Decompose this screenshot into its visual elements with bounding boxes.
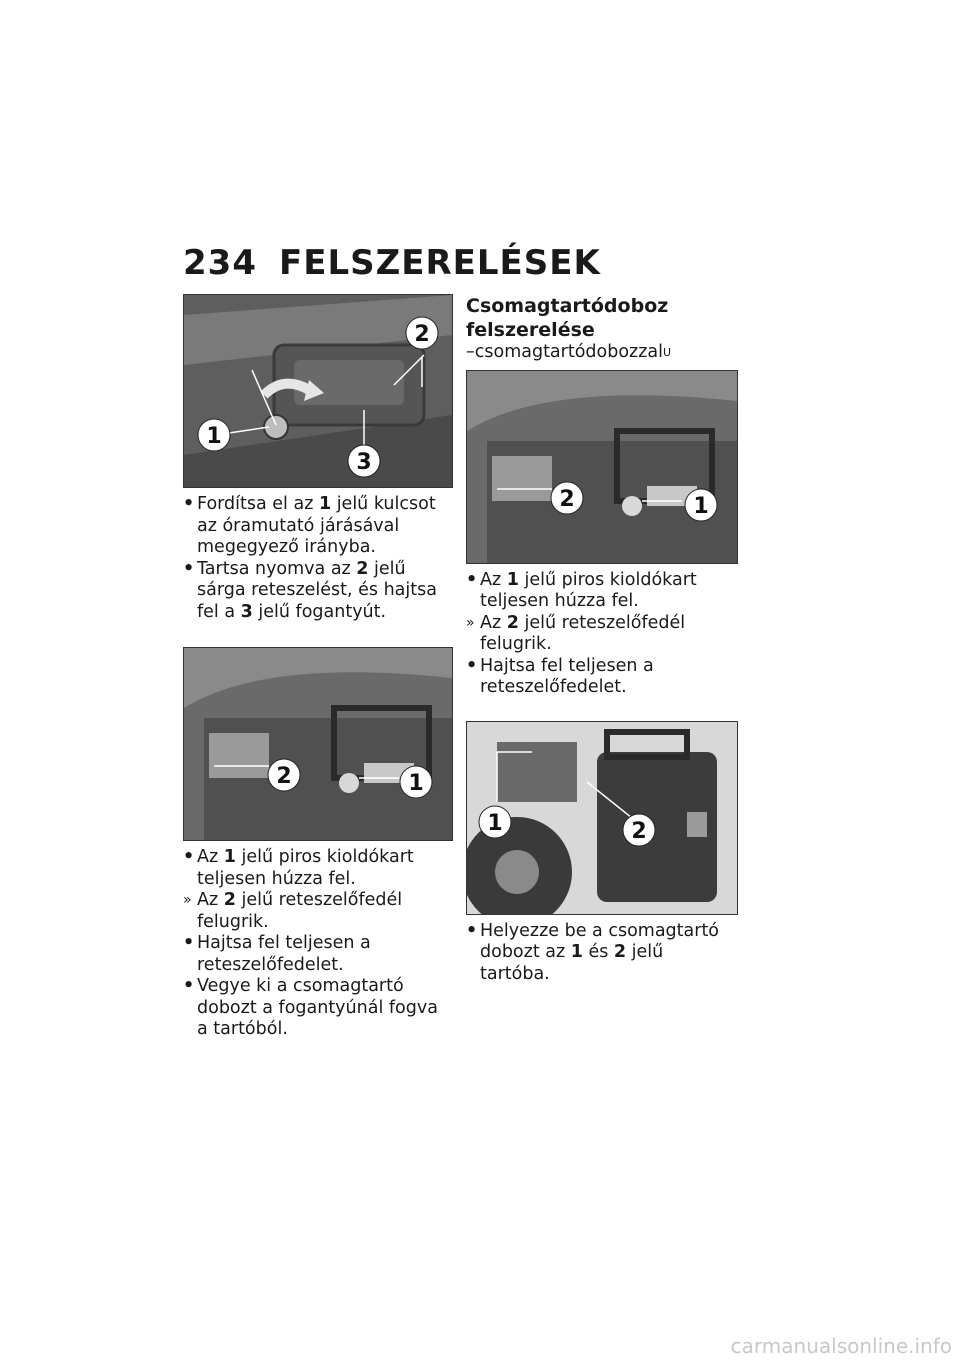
bullet-icon: • [466, 920, 478, 941]
list-item: • Az 1 jelű piros kioldókart teljesen húzza fel. [466, 569, 697, 611]
figure-release-lever [183, 647, 453, 841]
list-item: • Hajtsa fel teljesen a reteszelőfedelet. [466, 655, 654, 697]
callout-1: 1 [408, 771, 424, 796]
callout-1: 1 [693, 493, 709, 519]
section-title: Csomagtartódoboz felszerelése [466, 295, 669, 341]
list-item: • Hajtsa fel teljesen a reteszelőfedelet. [183, 933, 371, 975]
list-item: • Az 1 jelű piros kioldókart teljesen húzza fel. [183, 847, 414, 889]
watermark: carmanualsonline.info [730, 1334, 952, 1358]
list-item: • Tartsa nyomva az 2 jelű sárga reteszelést, és hajtsa fel a 3 jelű fogantyút. [183, 558, 437, 622]
callout-1: 1 [206, 424, 222, 449]
list-item: • Vegye ki a csomagtartó dobozt a fogantyúnál fogva a tartóból. [183, 976, 438, 1039]
result-arrow-icon: » [183, 892, 192, 908]
page-header [183, 243, 601, 283]
release-lever-illustration [184, 648, 452, 840]
page-number: 234 [183, 243, 257, 283]
result-arrow-icon: » [466, 614, 475, 631]
bullet-icon: • [183, 558, 195, 579]
callout-3: 3 [356, 450, 372, 475]
section-subtitle: –csomagtartódobozzal$^U$ [466, 342, 672, 362]
figure-release-lever-2 [466, 370, 738, 564]
callout-1: 1 [487, 810, 503, 836]
left-column [183, 294, 453, 1041]
bullet-icon: • [466, 569, 478, 590]
bullet-icon: • [183, 933, 195, 953]
list-item: » Az 2 jelű reteszelőfedél felugrik. [466, 612, 686, 654]
list-item: • Helyezze be a csomagtartó dobozt az 1 és 2 jelű tartóba. [466, 920, 720, 984]
instruction-list-4 [466, 921, 738, 986]
callout-2: 2 [276, 764, 292, 789]
bullet-icon: • [183, 976, 195, 996]
page-title: FELSZERELÉSEK [279, 243, 601, 283]
case-mount-illustration [467, 722, 737, 914]
instruction-list-2 [183, 847, 453, 1041]
key-lock-illustration [184, 295, 452, 487]
callout-2: 2 [414, 322, 430, 347]
list-item: • Fordítsa el az 1 jelű kulcsot az óramutató járásával megegyező irányba. [183, 494, 436, 557]
figure-case-mount [466, 721, 738, 915]
release-lever-illustration-2 [467, 371, 737, 563]
bullet-icon: • [183, 494, 195, 514]
instruction-list-3 [466, 570, 738, 699]
bullet-icon: • [183, 847, 195, 867]
bullet-icon: • [466, 655, 478, 676]
right-column [466, 294, 738, 985]
equipment-marker: U [663, 346, 672, 359]
callout-2: 2 [631, 818, 647, 844]
figure-key-lock [183, 294, 453, 488]
callout-2: 2 [559, 486, 575, 512]
list-item: » Az 2 jelű reteszelőfedél felugrik. [183, 890, 403, 932]
instruction-list-1 [183, 494, 453, 623]
